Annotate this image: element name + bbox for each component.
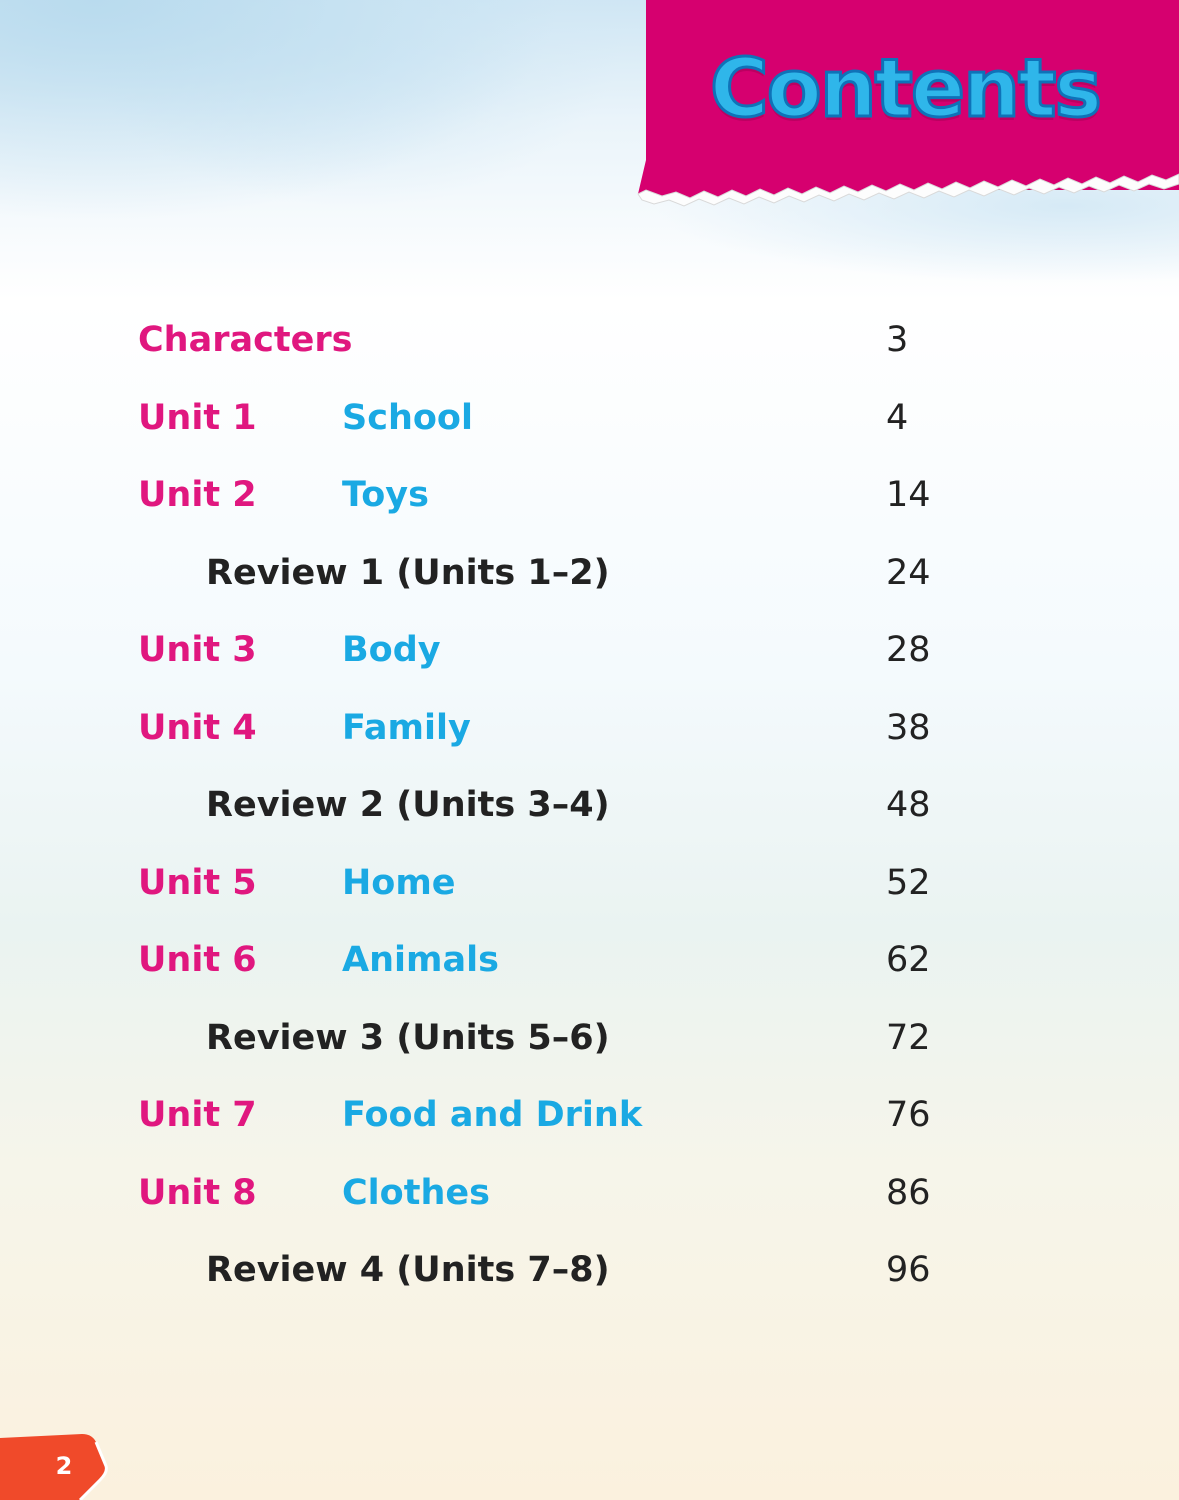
page-title: Contents (710, 42, 1100, 135)
sky-background (0, 0, 640, 260)
toc-page-number: 38 (886, 708, 931, 748)
unit-label: Unit 6 (138, 940, 257, 980)
unit-label: Unit 1 (138, 398, 257, 438)
toc-page-number: 72 (886, 1018, 931, 1058)
unit-topic: Clothes (342, 1173, 490, 1213)
toc-row-unit-6[interactable] (0, 930, 1179, 990)
toc-row-unit-7[interactable] (0, 1085, 1179, 1145)
unit-topic: School (342, 398, 473, 438)
page-number: 2 (55, 1452, 73, 1480)
toc-row-review-4[interactable] (0, 1240, 1179, 1300)
toc-page-number: 52 (886, 863, 931, 903)
toc-page-number: 62 (886, 940, 931, 980)
unit-topic: Animals (342, 940, 499, 980)
unit-label: Unit 4 (138, 708, 257, 748)
toc-page-number: 24 (886, 553, 931, 593)
toc-page-number: 28 (886, 630, 931, 670)
toc-page-number: 14 (886, 475, 931, 515)
toc-row-unit-4[interactable] (0, 698, 1179, 758)
toc-page-number: 4 (886, 398, 909, 438)
torn-paper-edge (634, 160, 1179, 210)
toc-row-unit-8[interactable] (0, 1163, 1179, 1223)
toc-row-characters[interactable] (0, 310, 1179, 370)
unit-topic: Toys (342, 475, 429, 515)
toc-page-number: 48 (886, 785, 931, 825)
unit-topic: Home (342, 863, 456, 903)
unit-label: Unit 5 (138, 863, 257, 903)
toc-row-review-1[interactable] (0, 543, 1179, 603)
unit-label: Unit 3 (138, 630, 257, 670)
toc-row-review-2[interactable] (0, 775, 1179, 835)
review-label: Review 2 (Units 3–4) (206, 785, 610, 825)
toc-page-number: 3 (886, 320, 909, 360)
unit-label: Unit 8 (138, 1173, 257, 1213)
review-label: Review 1 (Units 1–2) (206, 553, 610, 593)
toc-row-review-3[interactable] (0, 1008, 1179, 1068)
toc-row-unit-3[interactable] (0, 620, 1179, 680)
toc-row-unit-5[interactable] (0, 853, 1179, 913)
toc-page-number: 96 (886, 1250, 931, 1290)
unit-topic: Family (342, 708, 471, 748)
toc-row-unit-2[interactable] (0, 465, 1179, 525)
toc-page-number: 86 (886, 1173, 931, 1213)
unit-label: Unit 2 (138, 475, 257, 515)
toc-label: Characters (138, 320, 353, 360)
unit-label: Unit 7 (138, 1095, 257, 1135)
toc-page-number: 76 (886, 1095, 931, 1135)
toc-row-unit-1[interactable] (0, 388, 1179, 448)
review-label: Review 3 (Units 5–6) (206, 1018, 610, 1058)
unit-topic: Body (342, 630, 441, 670)
review-label: Review 4 (Units 7–8) (206, 1250, 610, 1290)
unit-topic: Food and Drink (342, 1095, 643, 1135)
